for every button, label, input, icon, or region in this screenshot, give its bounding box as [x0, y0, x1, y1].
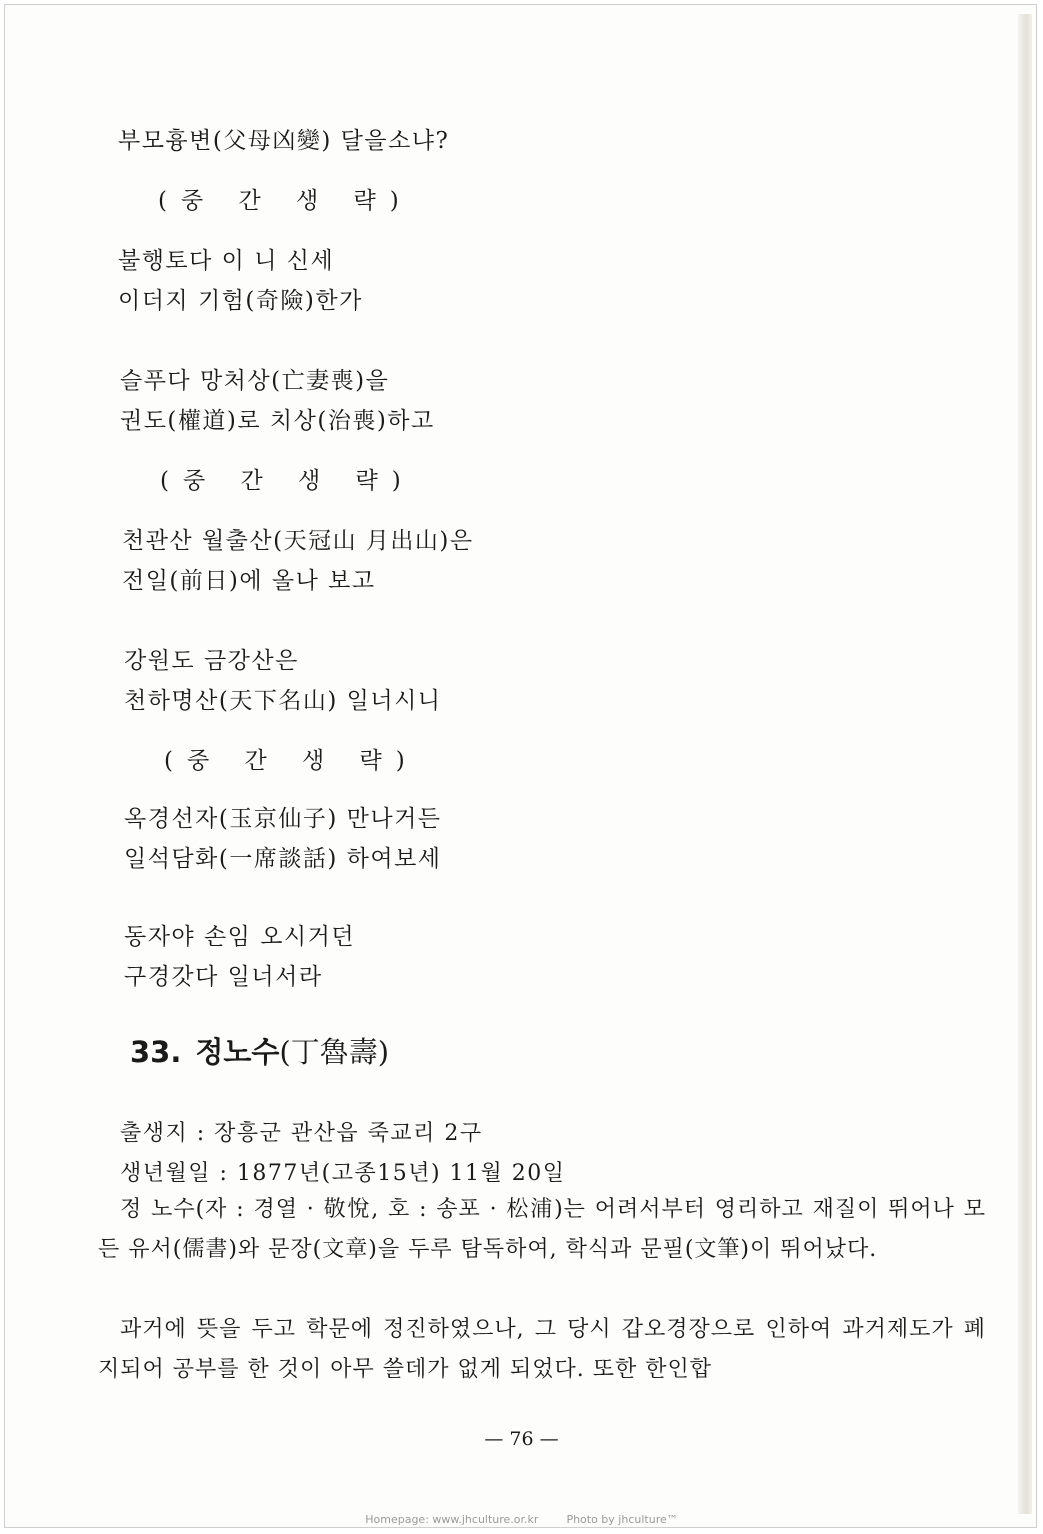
poem-line: 부모흉변(父母凶變) 달을소냐? — [118, 128, 450, 154]
omission-note: (중 간 생 략) — [160, 468, 415, 494]
page-number: — 76 — — [484, 1428, 559, 1450]
birthplace: 출생지 : 장흥군 관산읍 죽교리 2구 — [120, 1121, 483, 1146]
book-spine-shadow — [1018, 14, 1032, 1514]
poem-line: 전일(前日)에 올나 보고 — [122, 568, 376, 594]
poem-line: 천하명산(天下名山) 일너시니 — [124, 688, 442, 714]
poem-line: 옥경선자(玉京仙子) 만나거든 — [124, 806, 442, 832]
footer-homepage: Homepage: www.jhculture.or.kr — [365, 1513, 539, 1526]
poem-line: 권도(權道)로 치상(治喪)하고 — [120, 408, 435, 434]
bio-paragraph-1: 정 노수(자 : 경열 · 敬悅, 호 : 송포 · 松浦)는 어려서부터 영리하고 재질이 뛰어나 모든 유서(儒書)와 문장(文章)을 두루 탐독하여, 학식과 문필(文筆)이 뛰어났다. — [98, 1197, 986, 1262]
section-number: 33. — [130, 1035, 182, 1069]
poem-line: 이더지 기험(奇險)한가 — [118, 288, 363, 314]
section-heading — [130, 1030, 389, 1071]
footer-photo-credit: Photo by jhculture™ — [566, 1513, 678, 1526]
footer — [0, 1513, 1043, 1526]
section-hanja: (丁魯壽) — [279, 1035, 390, 1069]
poem-line: 강원도 금강산은 — [124, 648, 299, 674]
poem-line: 구경갓다 일너서라 — [124, 964, 323, 990]
bio-paragraph-2: 과거에 뜻을 두고 학문에 정진하였으나, 그 당시 갑오경장으로 인하여 과거제도가 폐지되어 공부를 한 것이 아무 쓸데가 없게 되었다. 또한 한인합 — [98, 1317, 986, 1382]
poem-line: 슬푸다 망처상(亡妻喪)을 — [120, 368, 390, 394]
poem-line: 불행토다 이 니 신세 — [118, 248, 335, 274]
omission-note: (중 간 생 략) — [164, 748, 419, 774]
poem-line: 동자야 손임 오시거던 — [124, 924, 356, 950]
section-name: 정노수 — [195, 1035, 280, 1069]
poem-line: 천관산 월출산(天冠山 月出山)은 — [122, 528, 474, 554]
poem-line: 일석담화(一席談話) 하여보세 — [124, 846, 442, 872]
birthdate: 생년월일 : 1877년(고종15년) 11월 20일 — [120, 1161, 566, 1186]
page-frame — [4, 4, 1037, 1528]
omission-note: (중 간 생 략) — [158, 188, 413, 214]
